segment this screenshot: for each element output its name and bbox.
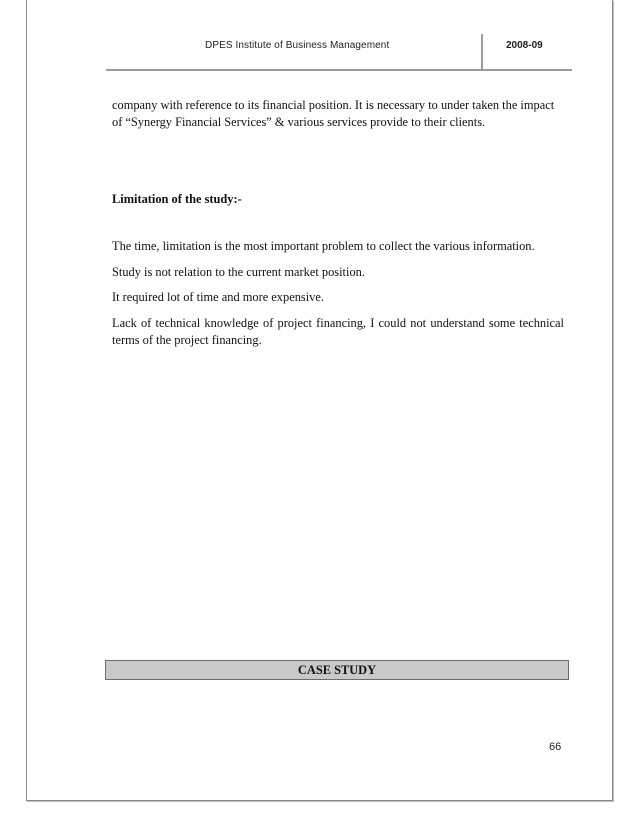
page-number: 66 [549, 741, 562, 753]
header-rule [106, 69, 572, 71]
header-divider [481, 34, 483, 70]
limitation-item-4: Lack of technical knowledge of project financing, I could not understand some technical terms of the project financing. [112, 316, 564, 347]
intro-line-2: of “Synergy Financial Services” & various services provide to their clients. [112, 115, 486, 129]
case-study-bar: CASE STUDY [105, 660, 569, 680]
header-institute-name: DPES Institute of Business Management [205, 40, 390, 51]
limitation-item-2: Study is not relation to the current market position. [112, 265, 365, 279]
limitation-item-3: It required lot of time and more expensive. [112, 290, 324, 304]
limitation-item-1: The time, limitation is the most important problem to collect the various information. [112, 239, 535, 253]
limitation-heading: Limitation of the study:- [112, 192, 242, 206]
intro-line-1: company with reference to its financial position. It is necessary to under taken the impact [112, 98, 555, 112]
header-year: 2008-09 [506, 40, 543, 51]
